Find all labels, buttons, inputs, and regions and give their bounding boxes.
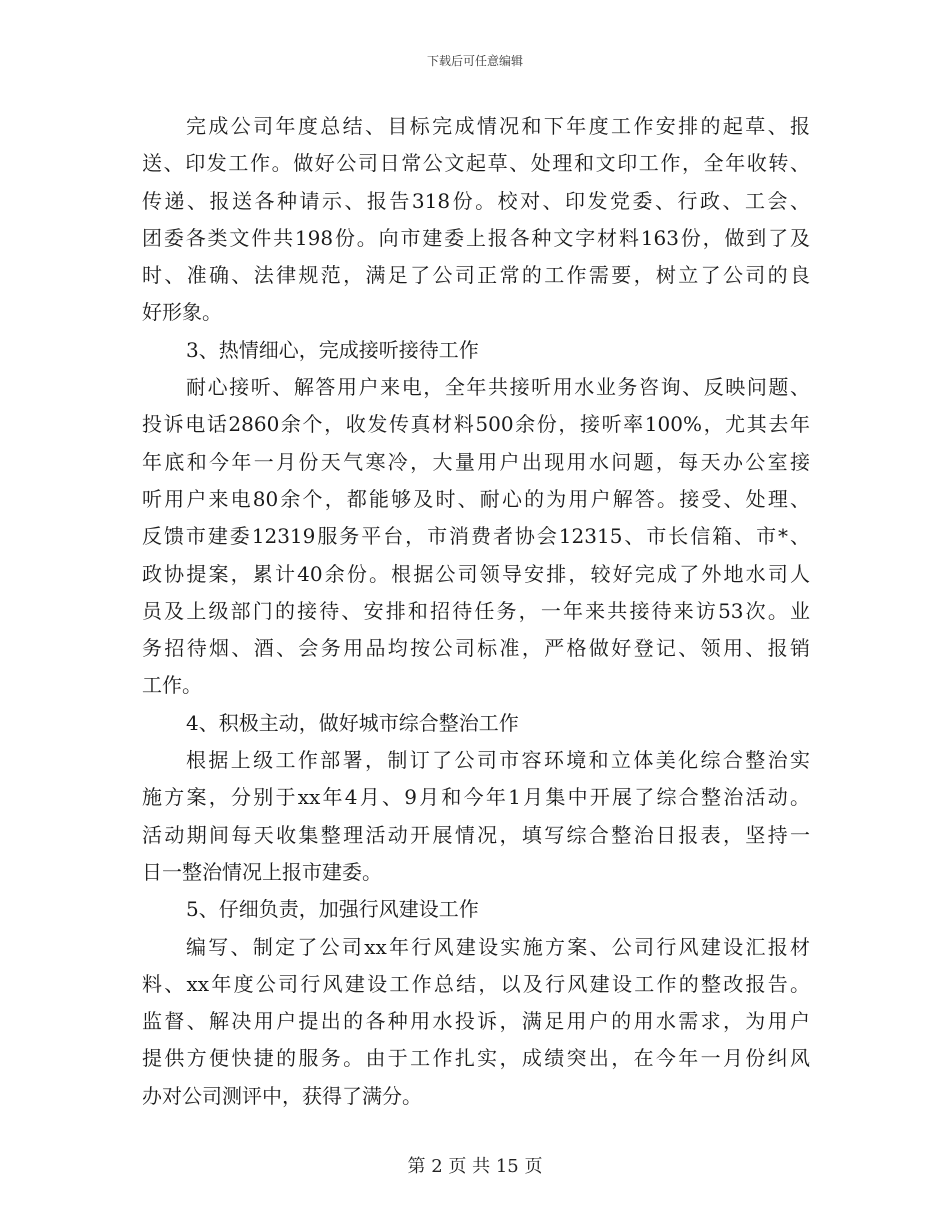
body-line: 传递、报送各种请示、报告318份。校对、印发党委、行政、工会、 [142,188,810,213]
page-header: 下载后可任意编辑 [426,54,523,68]
body-line: 投诉电话2860余个，收发传真材料500余份，接听率100%，尤其去年 [142,412,810,437]
body-line: 完成公司年度总结、目标完成情况和下年度工作安排的起草、报 [186,114,810,138]
body-line: 料、xx年度公司行风建设工作总结，以及行风建设工作的整改报告。 [142,971,810,996]
body-line: 工作。 [142,673,202,698]
page-number: 第 2 页 共 15 页 [407,1156,543,1177]
body-line: 年底和今年一月份天气寒冷，大量用户出现用水问题，每天办公室接 [142,449,810,474]
body-line: 听用户来电80余个，都能够及时、耐心的为用户解答。接受、处理、 [142,486,810,511]
body-line: 耐心接听、解答用户来电，全年共接听用水业务咨询、反映问题、 [186,375,810,400]
body-line: 好形象。 [142,300,222,325]
body-line: 员及上级部门的接待、安排和招待任务，一年来共接待来访53次。业 [142,598,810,623]
body-line: 编写、制定了公司xx年行风建设实施方案、公司行风建设汇报材 [186,934,810,959]
body-line: 活动期间每天收集整理活动开展情况，填写综合整治日报表，坚持一 [142,822,810,847]
document-body [142,108,810,1115]
body-line: 提供方便快捷的服务。由于工作扎实，成绩突出，在今年一月份纠风 [142,1046,810,1071]
body-line: 务招待烟、酒、会务用品均按公司标准，严格做好登记、领用、报销 [142,636,810,661]
section-heading: 4、积极主动，做好城市综合整治工作 [186,710,519,735]
body-line: 日一整治情况上报市建委。 [142,859,382,884]
body-line: 时、准确、法律规范，满足了公司正常的工作需要，树立了公司的良 [142,263,810,288]
body-line: 团委各类文件共198份。向市建委上报各种文字材料163份，做到了及 [142,225,810,250]
body-line: 监督、解决用户提出的各种用水投诉，满足用户的用水需求，为用户 [142,1009,810,1034]
section-heading: 5、仔细负责，加强行风建设工作 [186,897,479,922]
body-line: 办对公司测评中，获得了满分。 [142,1083,422,1108]
body-line: 施方案，分别于xx年4月、9月和今年1月集中开展了综合整治活动。 [142,785,810,810]
body-line: 反馈市建委12319服务平台，市消费者协会12315、市长信箱、市*、 [142,524,810,549]
body-line: 政协提案，累计40余份。根据公司领导安排，较好完成了外地水司人 [142,561,810,586]
body-line: 根据上级工作部署，制订了公司市容环境和立体美化综合整治实 [186,748,810,773]
body-line: 送、印发工作。做好公司日常公文起草、处理和文印工作，全年收转、 [142,151,810,176]
section-heading: 3、热情细心，完成接听接待工作 [186,337,479,362]
